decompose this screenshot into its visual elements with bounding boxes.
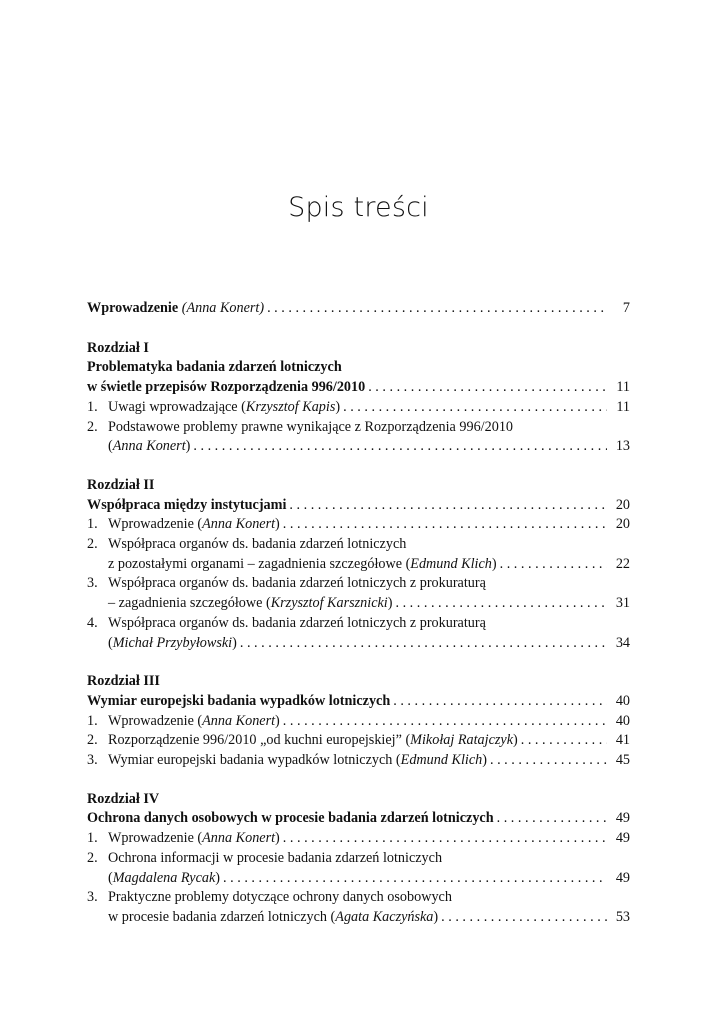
item-number: 2. (87, 732, 98, 749)
dot-leader (393, 692, 607, 712)
item-close: ) (232, 634, 237, 651)
item-number: 2. (87, 536, 98, 553)
item-number: 2. (87, 418, 98, 435)
toc-entry[interactable] (87, 829, 630, 849)
toc-entry[interactable] (87, 751, 630, 771)
page-number: 13 (615, 438, 630, 455)
toc-entry-multiline[interactable] (87, 574, 630, 613)
page-number: 45 (615, 752, 630, 769)
page-number: 49 (615, 810, 630, 827)
page-number: 49 (615, 830, 630, 847)
item-close: ) (275, 516, 280, 533)
toc-entry[interactable] (87, 731, 630, 751)
chapter-title: Ochrona danych osobowych w procesie badania zdarzeń lotniczych (87, 810, 494, 827)
page-number: 7 (622, 300, 630, 316)
item-text: ( (108, 438, 113, 455)
dot-leader (500, 555, 607, 575)
intro-author: (Anna Konert) (181, 300, 265, 316)
item-close: ) (387, 595, 393, 612)
toc-entry-multiline[interactable] (87, 418, 630, 457)
dot-leader (521, 731, 607, 751)
toc-entry-chapter[interactable] (87, 496, 630, 516)
dot-leader (223, 869, 607, 889)
item-text: w procesie badania zdarzeń lotniczych ( (108, 908, 336, 925)
toc-entry[interactable] (87, 515, 630, 535)
item-author: Edmund Klich (410, 555, 492, 572)
item-text: – zagadnienia szczegółowe ( (108, 595, 271, 612)
item-text: ( (108, 869, 113, 886)
item-text: Uwagi wprowadzające ( (108, 398, 246, 415)
item-number: 3. (87, 752, 98, 769)
item-author: Anna Konert (202, 516, 276, 533)
item-close: ) (215, 869, 221, 886)
item-author: Krzysztof Karsznicki (270, 595, 388, 612)
item-text: Współpraca organów ds. badania zdarzeń lotniczych z prokuraturą (108, 614, 486, 631)
page-number: 53 (615, 908, 630, 925)
page-number: 20 (615, 516, 630, 533)
item-text: Podstawowe problemy prawne wynikające z Rozporządzenia 996/2010 (108, 418, 514, 435)
toc-entry-multiline[interactable] (87, 849, 630, 888)
toc-entry-chapter[interactable] (87, 809, 630, 829)
item-text: Wprowadzenie ( (108, 516, 203, 533)
dot-leader (267, 299, 607, 319)
item-author: Krzysztof Kapis (245, 398, 336, 415)
item-text: Ochrona informacji w procesie badania zdarzeń lotniczych (108, 849, 443, 866)
dot-leader (289, 496, 607, 516)
item-author: Anna Konert (202, 830, 276, 847)
item-text: ( (108, 634, 113, 651)
dot-leader (193, 437, 607, 457)
chapter-label: Rozdział IV (87, 790, 160, 807)
item-text: Wprowadzenie ( (108, 830, 203, 847)
chapter-label: Rozdział I (87, 339, 149, 356)
dot-leader (368, 378, 607, 398)
item-close: ) (491, 555, 497, 572)
item-author: Magdalena Rycak (112, 869, 216, 886)
item-close: ) (513, 732, 518, 749)
item-text: Rozporządzenie 996/2010 „od kuchni europejskiej” ( (108, 732, 411, 749)
item-close: ) (482, 752, 487, 769)
page-number: 20 (615, 496, 630, 513)
toc-entry-intro[interactable] (87, 299, 630, 319)
item-close: ) (185, 438, 191, 455)
item-text: Praktyczne problemy dotyczące ochrony danych osobowych (108, 889, 452, 906)
page-number: 40 (615, 712, 630, 729)
dot-leader (343, 398, 607, 418)
item-text: Wymiar europejski badania wypadków lotniczych ( (108, 752, 401, 769)
toc-entry[interactable] (87, 712, 630, 732)
chapter-title: Współpraca między instytucjami (87, 496, 287, 513)
page-number: 11 (616, 398, 630, 415)
item-close: ) (335, 398, 341, 415)
page-title: Spis treści (288, 192, 429, 223)
dot-leader (240, 634, 607, 654)
chapter-title: w świetle przepisów Rozporządzenia 996/2010 (87, 379, 366, 396)
page-number: 11 (616, 379, 630, 396)
item-author: Agata Kaczyńska (335, 908, 434, 925)
item-close: ) (275, 712, 280, 729)
item-author: Mikołaj Ratajczyk (410, 732, 513, 749)
toc-entry-chapter[interactable] (87, 378, 630, 398)
page-number: 40 (615, 692, 630, 709)
chapter-label: Rozdział II (87, 476, 155, 493)
page-number: 34 (615, 634, 630, 651)
page-number: 31 (615, 595, 630, 612)
table-of-contents (87, 299, 630, 928)
item-author: Michał Przybyłowski (112, 634, 233, 651)
item-number: 1. (87, 830, 98, 847)
item-text: Współpraca organów ds. badania zdarzeń lotniczych (108, 536, 407, 553)
item-text: Wprowadzenie ( (108, 712, 203, 729)
page-number: 41 (615, 732, 630, 749)
intro-label: Wprowadzenie (87, 300, 179, 316)
dot-leader (497, 809, 607, 829)
item-number: 4. (87, 614, 98, 631)
dot-leader (395, 594, 607, 614)
item-author: Anna Konert (202, 712, 276, 729)
page-number: 22 (615, 555, 630, 572)
item-author: Anna Konert (112, 438, 186, 455)
dot-leader (283, 712, 607, 732)
toc-entry-chapter[interactable] (87, 692, 630, 712)
dot-leader (490, 751, 607, 771)
toc-entry-multiline[interactable] (87, 614, 630, 653)
item-number: 1. (87, 712, 98, 729)
item-number: 3. (87, 575, 98, 592)
dot-leader (283, 515, 607, 535)
item-text: z pozostałymi organami – zagadnienia szczegółowe ( (108, 555, 411, 572)
item-close: ) (433, 908, 439, 925)
dot-leader (283, 829, 607, 849)
page-number: 49 (615, 869, 630, 886)
chapter-title: Problematyka badania zdarzeń lotniczych (87, 359, 342, 376)
toc-entry[interactable] (87, 398, 630, 418)
toc-entry-multiline[interactable] (87, 888, 630, 927)
toc-entry-multiline[interactable] (87, 535, 630, 574)
item-author: Edmund Klich (400, 752, 483, 769)
item-text: Współpraca organów ds. badania zdarzeń lotniczych z prokuraturą (108, 575, 486, 592)
chapter-title: Wymiar europejski badania wypadków lotniczych (87, 692, 391, 709)
item-number: 2. (87, 849, 98, 866)
item-number: 1. (87, 516, 98, 533)
item-number: 1. (87, 398, 98, 415)
dot-leader (441, 908, 607, 928)
chapter-label: Rozdział III (87, 673, 160, 690)
item-close: ) (275, 830, 280, 847)
item-number: 3. (87, 889, 98, 906)
